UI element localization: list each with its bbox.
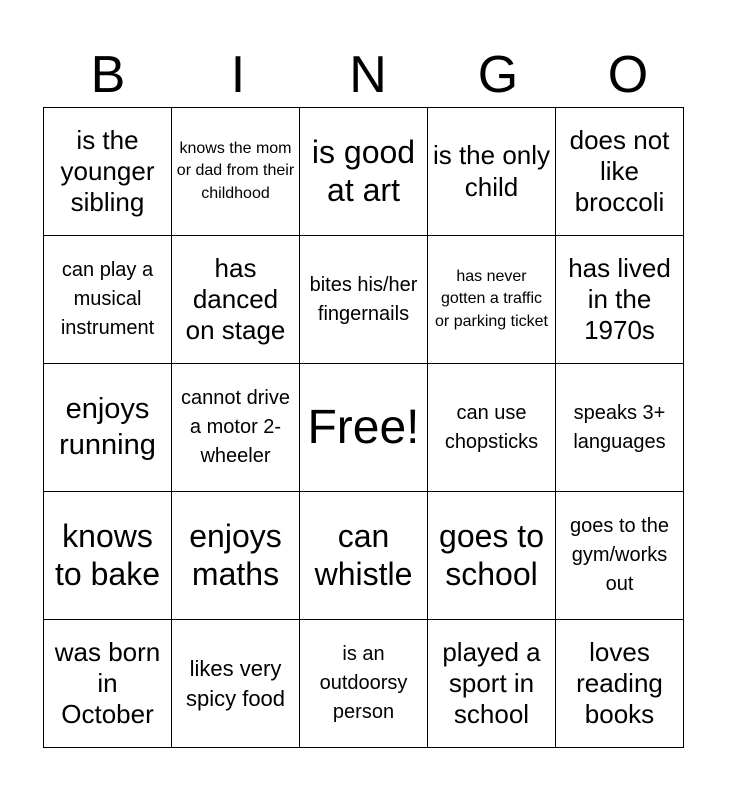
bingo-cell: has never gotten a traffic or parking ticket	[428, 236, 556, 364]
header-letter-b: B	[90, 46, 126, 104]
bingo-cell: knows the mom or dad from their childhood	[172, 108, 300, 236]
bingo-cell: has danced on stage	[172, 236, 300, 364]
board-row	[44, 620, 684, 748]
free-space: Free!	[300, 364, 428, 492]
bingo-cell: likes very spicy food	[172, 620, 300, 748]
bingo-cell: is an outdoorsy person	[300, 620, 428, 748]
bingo-cell: speaks 3+ languages	[556, 364, 684, 492]
bingo-cell: can use chopsticks	[428, 364, 556, 492]
header-letter-i: I	[230, 46, 246, 104]
bingo-cell: can whistle	[300, 492, 428, 620]
bingo-cell: played a sport in school	[428, 620, 556, 748]
bingo-cell: is the only child	[428, 108, 556, 236]
bingo-cell: loves reading books	[556, 620, 684, 748]
bingo-cell: is good at art	[300, 108, 428, 236]
header-letter-n: N	[349, 46, 387, 104]
header-letter-g: G	[477, 46, 519, 104]
bingo-cell: enjoys maths	[172, 492, 300, 620]
bingo-cell: enjoys running	[44, 364, 172, 492]
board-row	[44, 492, 684, 620]
bingo-cell: does not like broccoli	[556, 108, 684, 236]
bingo-cell: cannot drive a motor 2-wheeler	[172, 364, 300, 492]
bingo-cell: was born in October	[44, 620, 172, 748]
bingo-cell: has lived in the 1970s	[556, 236, 684, 364]
board-row	[44, 236, 684, 364]
board-row	[44, 108, 684, 236]
board-row	[44, 364, 684, 492]
bingo-header	[43, 44, 693, 106]
bingo-cell: bites his/her fingernails	[300, 236, 428, 364]
bingo-cell: knows to bake	[44, 492, 172, 620]
bingo-cell: goes to the gym/works out	[556, 492, 684, 620]
bingo-cell: is the younger sibling	[44, 108, 172, 236]
bingo-cell: goes to school	[428, 492, 556, 620]
bingo-board	[43, 107, 684, 748]
header-letter-o: O	[607, 46, 649, 104]
bingo-cell: can play a musical instrument	[44, 236, 172, 364]
